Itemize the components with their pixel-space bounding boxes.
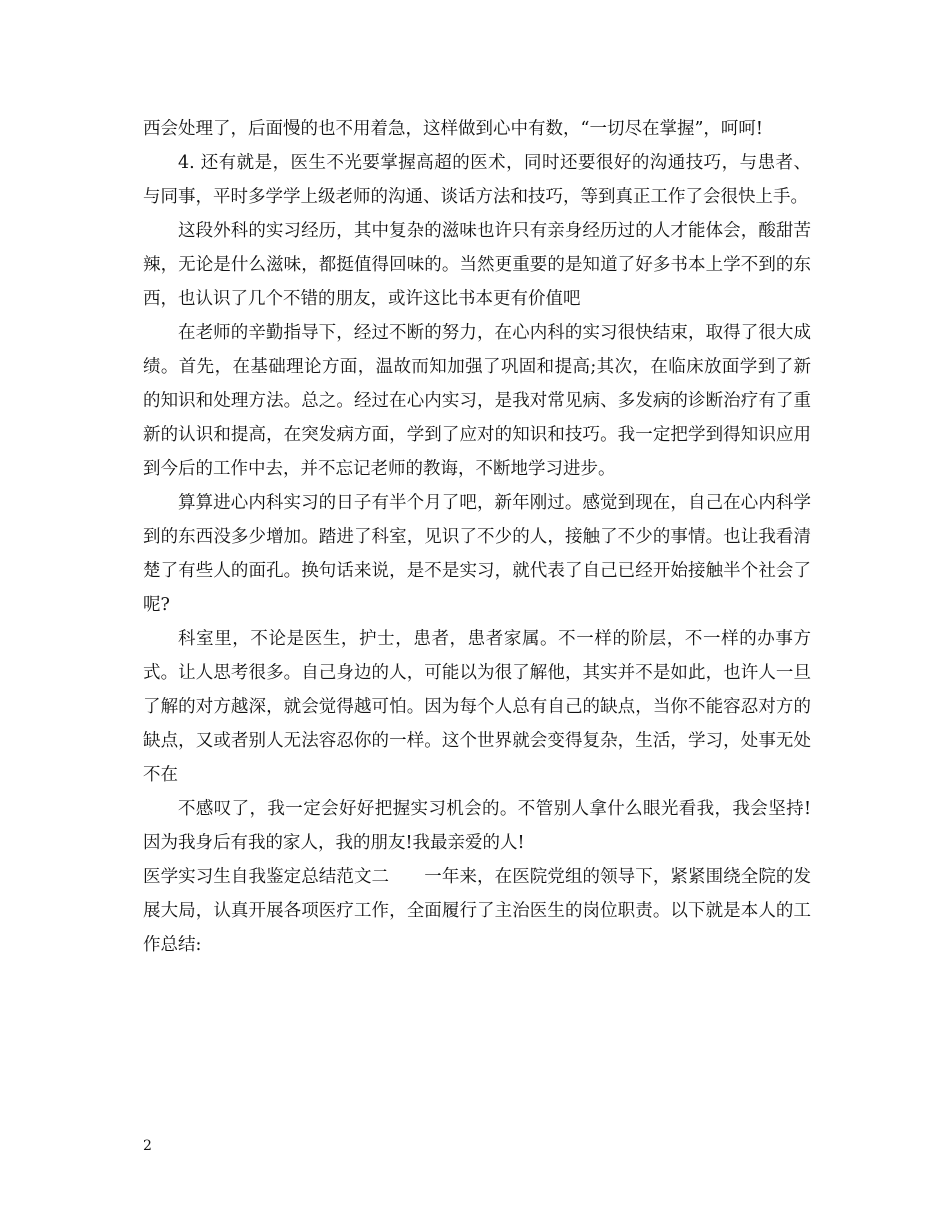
paragraph-8: 医学实习生自我鉴定总结范文二 一年来，在医院党组的领导下，紧紧围绕全院的发展大局，认真开展各项医疗工作，全面履行了主治医生的岗位职责。以下就是本人的工作总结: [143,867,811,955]
document-body [143,112,811,962]
page-number: 2 [143,1138,152,1154]
paragraph-2: 4. 还有就是，医生不光要掌握高超的医术，同时还要很好的沟通技巧，与患者、与同事，平时多学学上级老师的沟通、谈话方法和技巧，等到真正工作了会很快上手。 [143,153,811,207]
paragraph-1: 西会处理了，后面慢的也不用着急，这样做到心中有数，“一切尽在掌握”，呵呵! [143,119,763,139]
paragraph-5: 算算进心内科实习的日子有半个月了吧，新年刚过。感觉到现在，自己在心内科学到的东西没多少增加。踏进了科室，见识了不少的人，接触了不少的事情。也让我看清楚了有些人的面孔。换句话来说，是不是实习，就代表了自己已经开始接触半个社会了呢? [143,493,811,615]
paragraph-7: 不感叹了，我一定会好好把握实习机会的。不管别人拿什么眼光看我，我会坚持!因为我身后有我的家人，我的朋友!我最亲爱的人! [143,799,811,853]
paragraph-6: 科室里，不论是医生，护士，患者，患者家属。不一样的阶层，不一样的办事方式。让人思考很多。自己身边的人，可能以为很了解他，其实并不是如此，也许人一旦了解的对方越深，就会觉得越可怕。因为每个人总有自己的缺点，当你不能容忍对方的缺点，又或者别人无法容忍你的一样。这个世界就会变得复杂，生活，学习，处事无处不在 [143,629,811,785]
paragraph-4: 在老师的辛勤指导下，经过不断的努力，在心内科的实习很快结束，取得了很大成绩。首先，在基础理论方面，温故而知加强了巩固和提高;其次，在临床放面学到了新的知识和处理方法。总之。经过在心内实习，是我对常见病、多发病的诊断治疗有了重新的认识和提高，在突发病方面，学到了应对的知识和技巧。我一定把学到得知识应用到今后的工作中去，并不忘记老师的教诲，不断地学习进步。 [143,323,811,479]
paragraph-3: 这段外科的实习经历，其中复杂的滋味也许只有亲身经历过的人才能体会，酸甜苦辣，无论是什么滋味，都挺值得回味的。当然更重要的是知道了好多书本上学不到的东西，也认识了几个不错的朋友，或许这比书本更有价值吧 [143,221,811,309]
